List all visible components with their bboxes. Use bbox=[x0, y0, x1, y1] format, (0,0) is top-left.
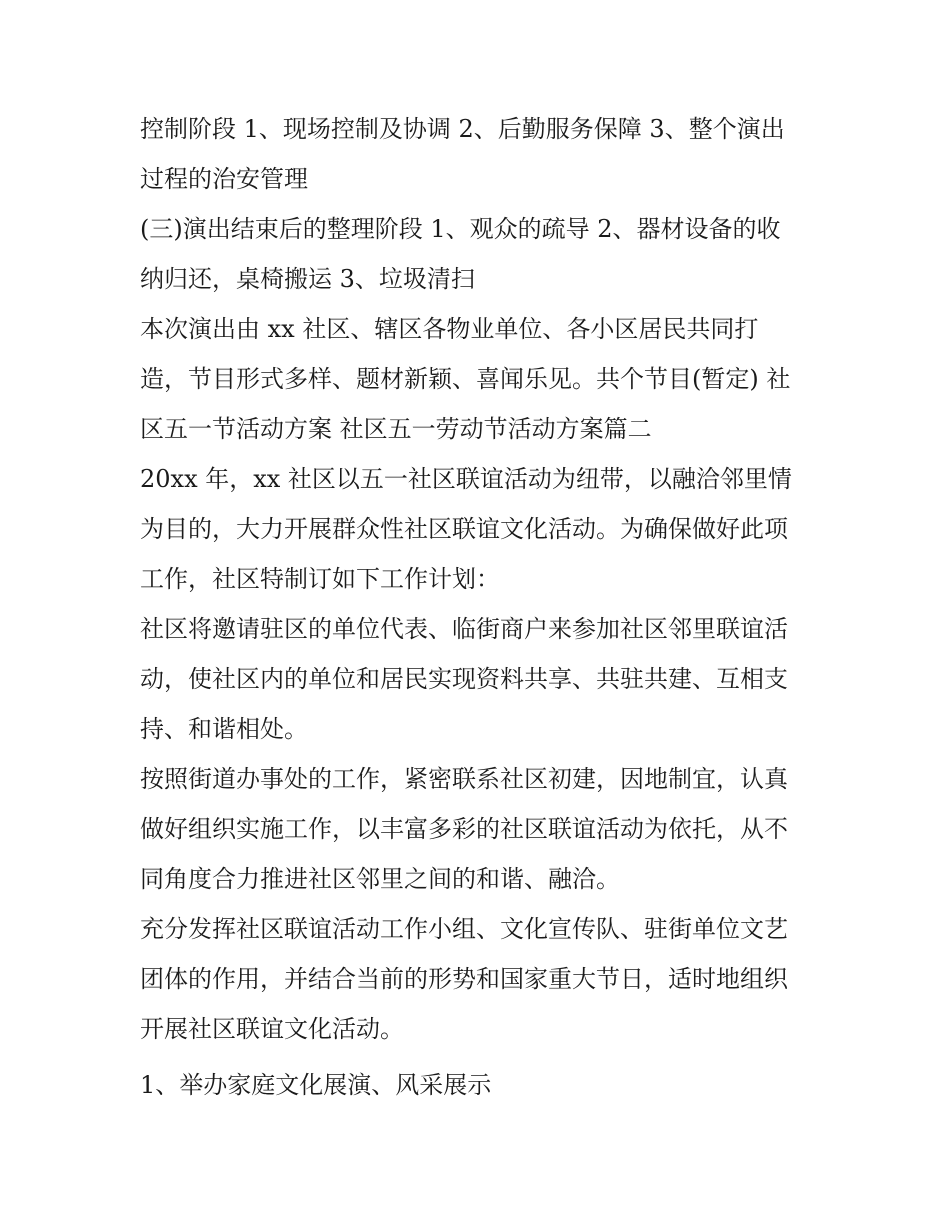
paragraph-control-stage bbox=[140, 104, 820, 204]
text-line: 做好组织实施工作，以丰富多彩的社区联谊活动为依托，从不 bbox=[140, 815, 788, 843]
text-line: 同角度合力推进社区邻里之间的和谐、融洽。 bbox=[140, 865, 620, 893]
paragraph-working-group bbox=[140, 904, 820, 1054]
paragraph-performance-intro bbox=[140, 304, 820, 454]
text-line: 动，使社区内的单位和居民实现资料共享、共驻共建、互相支 bbox=[140, 665, 788, 693]
text-line: 开展社区联谊文化活动。 bbox=[140, 1015, 404, 1043]
paragraph-plan-intro bbox=[140, 454, 820, 604]
paragraph-post-show-stage bbox=[140, 204, 820, 304]
text-line: 1、举办家庭文化展演、风采展示 bbox=[140, 1071, 492, 1099]
text-line: 20xx 年，xx 社区以五一社区联谊活动为纽带，以融洽邻里情 bbox=[140, 465, 792, 493]
text-line: 工作，社区特制订如下工作计划： bbox=[140, 565, 500, 593]
text-line: 控制阶段 1、现场控制及协调 2、后勤服务保障 3、整个演出 bbox=[140, 115, 785, 143]
text-line: 团体的作用，并结合当前的形势和国家重大节日，适时地组织 bbox=[140, 965, 788, 993]
paragraph-item-1 bbox=[140, 1060, 820, 1110]
paragraph-invite-units bbox=[140, 604, 820, 754]
document-body bbox=[140, 104, 820, 1110]
text-line: 按照街道办事处的工作，紧密联系社区初建，因地制宜，认真 bbox=[140, 765, 788, 793]
text-line: 区五一节活动方案 社区五一劳动节活动方案篇二 bbox=[140, 415, 652, 443]
text-line: 过程的治安管理 bbox=[140, 165, 308, 193]
text-line: 造，节目形式多样、题材新颖、喜闻乐见。共个节目(暂定) 社 bbox=[140, 365, 791, 393]
text-line: 社区将邀请驻区的单位代表、临街商户来参加社区邻里联谊活 bbox=[140, 615, 788, 643]
text-line: 持、和谐相处。 bbox=[140, 715, 308, 743]
text-line: 充分发挥社区联谊活动工作小组、文化宣传队、驻街单位文艺 bbox=[140, 915, 788, 943]
text-line: 为目的，大力开展群众性社区联谊文化活动。为确保做好此项 bbox=[140, 515, 788, 543]
text-line: (三)演出结束后的整理阶段 1、观众的疏导 2、器材设备的收 bbox=[140, 215, 781, 243]
text-line: 纳归还，桌椅搬运 3、垃圾清扫 bbox=[140, 265, 475, 293]
text-line: 本次演出由 xx 社区、辖区各物业单位、各小区居民共同打 bbox=[140, 315, 759, 343]
paragraph-street-office bbox=[140, 754, 820, 904]
